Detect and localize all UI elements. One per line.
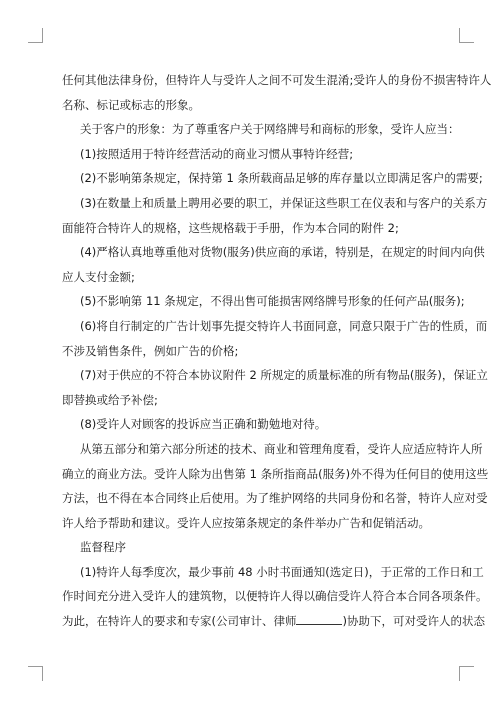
text-line: 确立的商业方法。受许人除为出售第 1 条所指商品(服务)外不得为任何目的使用这些 <box>62 466 489 481</box>
text-line: 从第五部分和第六部分所述的技术、商业和管理角度看，受许人应适应特许人所 <box>80 441 483 456</box>
text-line: 方法，也不得在本合同终止后使用。为了维护网络的共同身份和名誉，特许人应对受 <box>62 491 488 506</box>
document-body <box>62 68 492 634</box>
corner-mark-bottom-left <box>28 666 43 681</box>
list-item: (5)不影响第 11 条规定，不得出售可能损害网络牌号形象的任何产品(服务); <box>80 294 465 309</box>
corner-mark-top-right <box>459 28 474 43</box>
section-heading: 监督程序 <box>80 540 126 555</box>
text-line: 名称、标记或标志的形象。 <box>62 97 200 112</box>
text-line: 作时间充分进入受许人的建筑物，以便特许人得以确信受许人符合本合同各项条件。 <box>62 589 488 604</box>
text-line: 面能符合特许人的规格，这些规格载于手册，作为本合同的附件 2; <box>62 220 399 235</box>
list-item: (1)特许人每季度次，最少事前 48 小时书面通知(选定日)，于正常的工作日和工 <box>80 564 484 579</box>
corner-mark-bottom-right <box>459 666 474 681</box>
list-item: (1)按照适用于特许经营活动的商业习惯从事特许经营; <box>80 146 354 161</box>
text-line: 不涉及销售条件，例如广告的价格; <box>62 343 239 358</box>
text-line: 即替换或给予补偿; <box>62 392 158 407</box>
list-item: (4)严格认真地尊重他对货物(服务)供应商的承诺，特别是，在规定的时间内向供 <box>80 245 485 260</box>
list-item: (6)将自行制定的广告计划事先提交特许人书面同意，同意只限于广告的性质，而 <box>80 318 488 333</box>
text-line: 应人支付金额; <box>62 269 135 284</box>
corner-mark-top-left <box>28 28 43 43</box>
fill-in-blank <box>296 614 342 625</box>
text-line: 许人给予帮助和建议。受许人应按第条规定的条件举办广告和促销活动。 <box>62 515 430 530</box>
list-item: (8)受许人对顾客的投诉应当正确和勤勉地对待。 <box>80 417 327 432</box>
text-fragment: 为此，在特许人的要求和专家(公司审计、律师 <box>62 614 297 629</box>
text-fragment: )协助下，可对受许人的状态 <box>342 614 485 629</box>
text-line: 关于客户的形象：为了尊重客户关于网络牌号和商标的形象，受许人应当： <box>80 122 460 137</box>
text-line <box>62 609 485 634</box>
text-line: 任何其他法律身份，但特许人与受许人之间不可发生混淆;受许人的身份不损害特许人 <box>62 73 492 87</box>
list-item: (3)在数量上和质量上聘用必要的职工，并保证这些职工在仪表和与客户的关系方 <box>80 195 488 210</box>
list-item: (2)不影响第条规定，保持第 1 条所载商品足够的库存量以立即满足客户的需要; <box>80 171 483 186</box>
list-item: (7)对于供应的不符合本协议附件 2 所规定的质量标准的所有物品(服务)，保证立 <box>80 368 488 383</box>
